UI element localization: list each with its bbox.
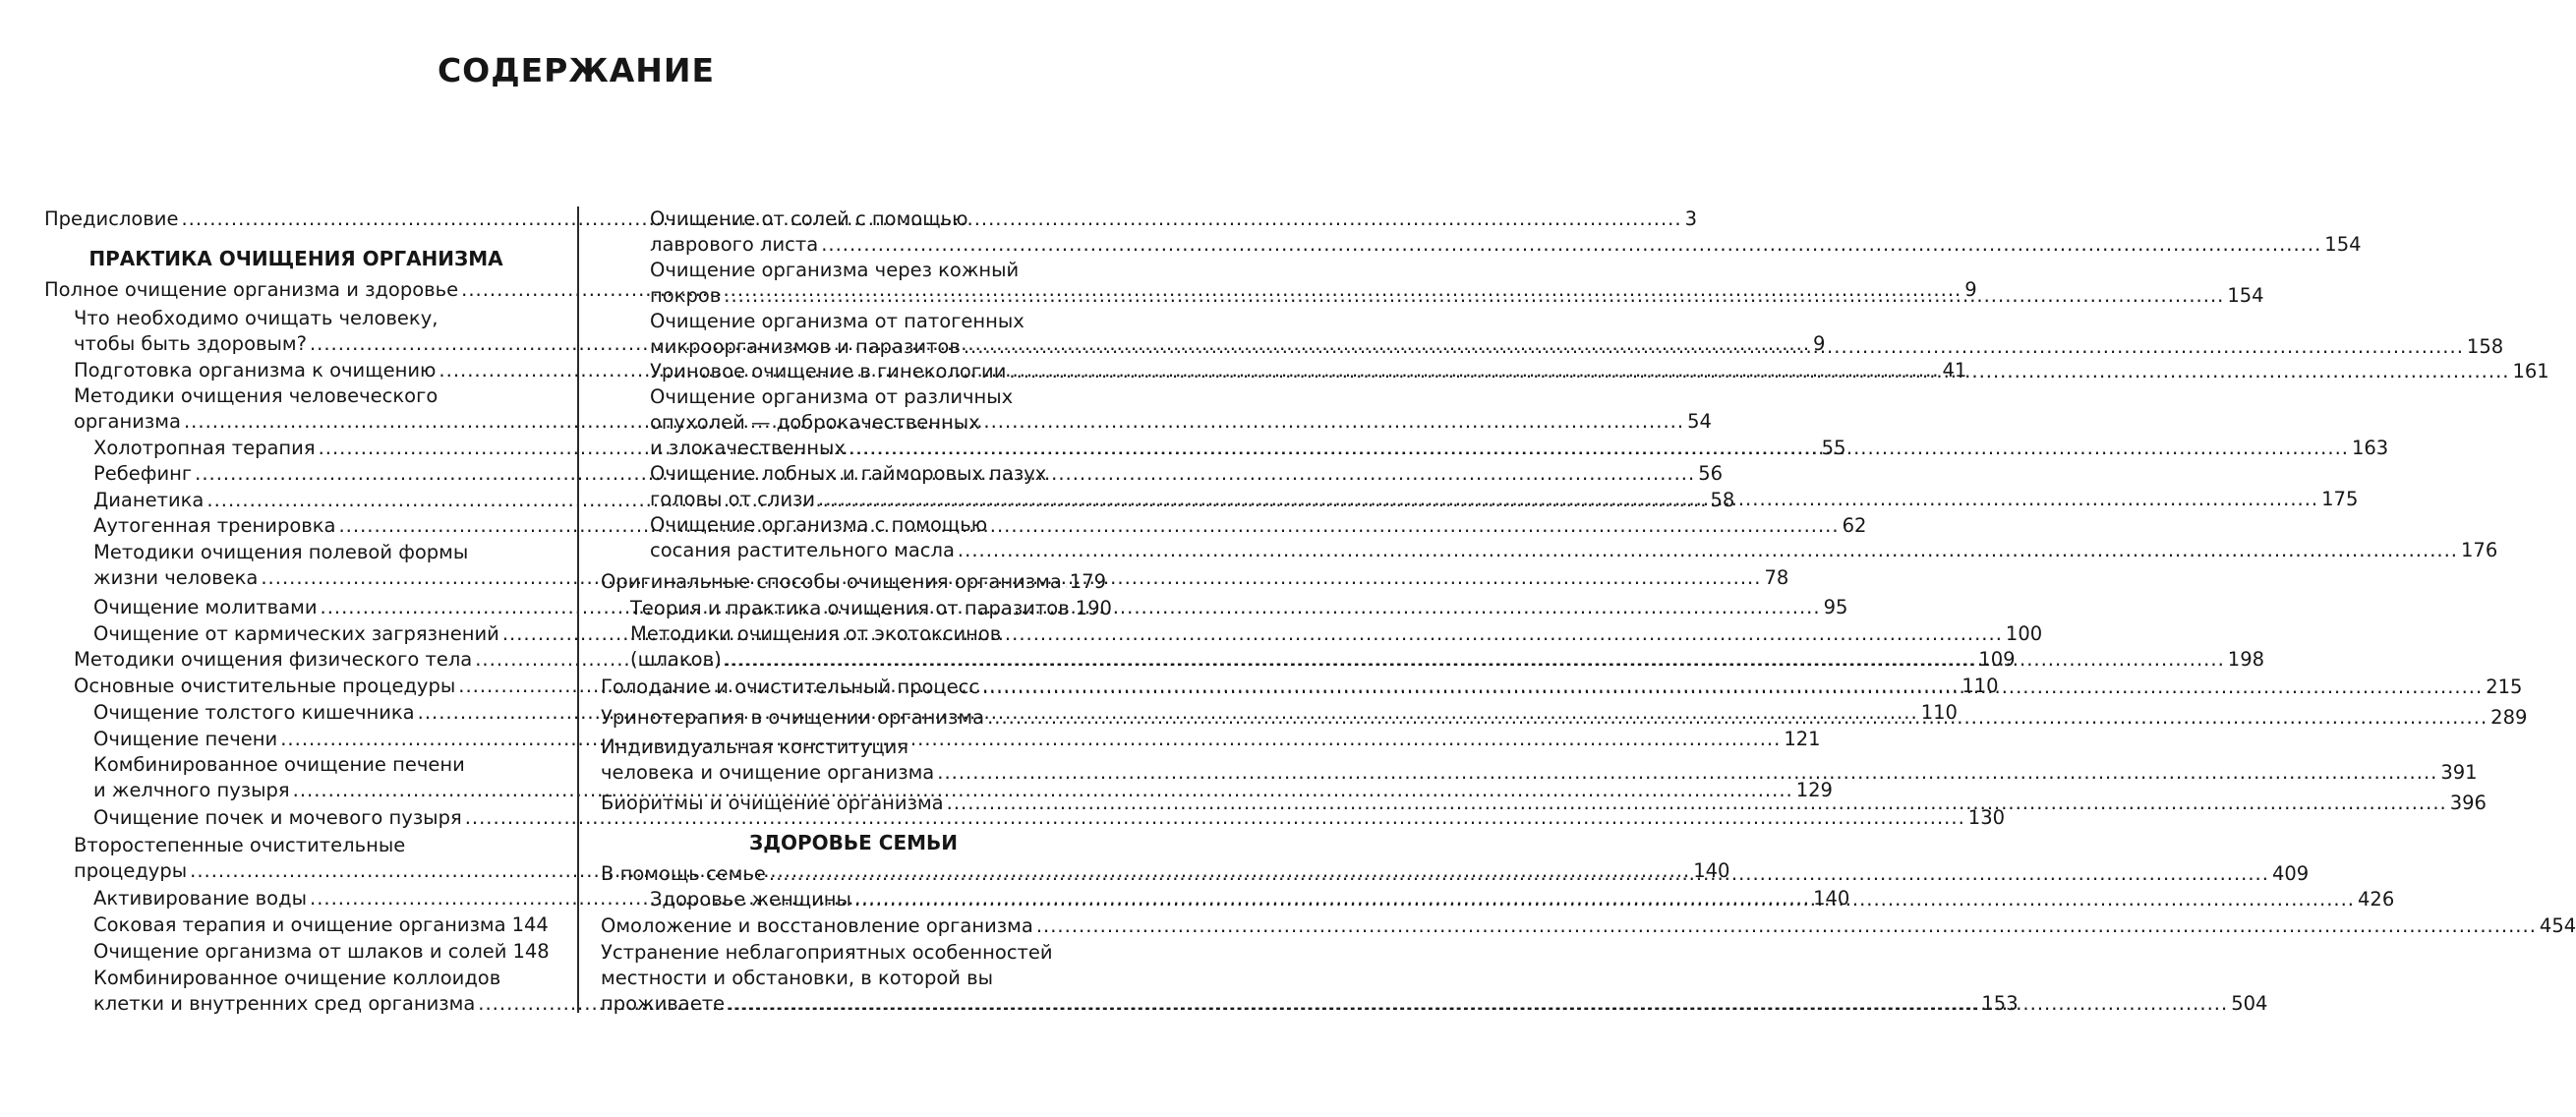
page-number: 396: [2449, 792, 2487, 814]
entry-title-line: Очищение печени: [93, 728, 278, 750]
page-number: 198: [2227, 648, 2265, 671]
entry-title-line: Очищение организма от различных: [650, 385, 1014, 408]
page-number: 154: [2324, 233, 2362, 256]
dot-leader: [818, 487, 2318, 512]
entry-title-line: организма: [74, 410, 181, 433]
page-number: 158: [2466, 335, 2504, 358]
section-heading-cleansing: ПРАКТИКА ОЧИЩЕНИЯ ОРГАНИЗМА: [88, 247, 503, 270]
entry-title-line: Очищение толстого кишечника: [93, 701, 415, 724]
page-number: 426: [2358, 888, 2395, 911]
dot-leader: [1009, 359, 2509, 384]
page-number: 140: [1813, 887, 1850, 910]
dot-leader: [725, 647, 2225, 673]
page-number: 41: [1942, 359, 1967, 382]
entry-title-line: клетки и внутренних сред организма: [93, 992, 476, 1015]
entry-title-line: Устранение неблагоприятных особенностей: [601, 941, 1053, 964]
page-number: 130: [1967, 806, 2006, 829]
page-number: 9: [1964, 278, 1977, 301]
page-number: 289: [2490, 706, 2528, 729]
page-title: СОДЕРЖАНИЕ: [437, 51, 716, 89]
page-number: 215: [2486, 676, 2523, 698]
entry-title-line: покров: [650, 284, 722, 307]
entry-title-line: Методики очищения физического тела: [74, 648, 473, 671]
dot-leader: [982, 675, 2483, 700]
entry-title-line: Методики очищения полевой формы: [93, 541, 469, 563]
entry-title-line: Активирование воды: [93, 887, 307, 910]
page-number: 110: [1920, 701, 1958, 724]
dot-leader: [964, 334, 2464, 360]
entry-title-line: Что необходимо очищать человеку,: [74, 307, 439, 329]
dot-leader: [937, 760, 2437, 786]
page-number: 504: [2231, 992, 2268, 1015]
toc-entry[interactable]: [601, 569, 1106, 595]
dot-leader: [987, 705, 2488, 731]
entry-title-line: Методики очищения от экотоксинов: [630, 622, 1002, 645]
entry-title-line: Подготовка организма к очищению: [74, 359, 437, 382]
entry-title-line: Индивидуальная конституция: [601, 735, 908, 758]
entry-title-line: сосания растительного масла: [650, 539, 955, 561]
page-number: 121: [1784, 728, 1821, 750]
page-number: 129: [1795, 779, 1833, 801]
entry-title-line: Очищение от солей с помощью: [650, 207, 968, 230]
toc-entry[interactable]: [93, 805, 2006, 831]
entry-title-line: головы от слизи: [650, 488, 816, 510]
entry-title-line: Предисловие: [44, 207, 179, 230]
entry-title-line: Оригинальные способы очищения организма: [601, 570, 1062, 593]
page-number: 110: [1961, 675, 1999, 697]
toc-entry[interactable]: [650, 206, 2362, 258]
entry-title-line: Комбинированное очищение коллоидов: [93, 967, 501, 989]
entry-title-line: Дианетика: [93, 489, 205, 511]
entry-title-line: и желчного пузыря: [93, 779, 290, 801]
entry-title-line: жизни человека: [93, 566, 259, 589]
page-number: 144: [511, 913, 549, 936]
page-number: 190: [1075, 597, 1112, 619]
entry-title-line: Аутогенная тренировка: [93, 514, 336, 537]
page-number: 175: [2321, 488, 2359, 510]
entry-title-line: Холотропная терапия: [93, 437, 316, 459]
entry-title-line: Очищение организма с помощью: [650, 513, 988, 536]
page-number: 54: [1687, 410, 1712, 433]
page-number: 161: [2512, 360, 2549, 382]
page-number: 153: [1981, 992, 2019, 1015]
entry-title-line: Второстепенные очистительные: [74, 834, 406, 856]
dot-leader: [854, 887, 2355, 912]
page-number: 154: [2227, 284, 2264, 307]
entry-title-line: Омоложение и восстановление организма: [601, 914, 1033, 937]
toc-entry[interactable]: [650, 258, 2264, 309]
entry-title-line: опухолей — доброкачественных: [650, 411, 980, 434]
toc-entry[interactable]: [630, 596, 1112, 621]
dot-leader: [724, 283, 2224, 309]
section-heading-family: ЗДОРОВЬЕ СЕМЬИ: [748, 831, 959, 854]
entry-title-line: Уриновое очищение в гинекологии: [650, 360, 1007, 382]
entry-title-line: Очищение организма через кожный: [650, 259, 1020, 281]
page-number: 163: [2351, 437, 2389, 459]
entry-title-line: Основные очистительные процедуры: [74, 675, 456, 697]
entry-title-line: Здоровье женщины: [650, 888, 851, 911]
entry-title-line: Очищение молитвами: [93, 596, 318, 618]
entry-title-line: Очищение организма от шлаков и солей: [93, 940, 507, 963]
toc-entry[interactable]: [93, 939, 548, 965]
toc-entry[interactable]: [601, 913, 2576, 939]
dot-leader: [958, 538, 2458, 563]
entry-title-line: процедуры: [74, 859, 188, 882]
page-number: 9: [1813, 332, 1826, 355]
page-number: 454: [2539, 914, 2576, 937]
toc-entry[interactable]: [650, 309, 2504, 360]
entry-title-line: проживаете: [601, 992, 726, 1015]
dot-leader: [821, 232, 2321, 258]
entry-title-line: Комбинированное очищение печени: [93, 753, 465, 776]
page-number: 56: [1698, 462, 1724, 485]
entry-title-line: Уринотерапия в очищении организма: [601, 706, 985, 729]
entry-title-line: Очищение почек и мочевого пузыря: [93, 806, 462, 829]
entry-title-line: чтобы быть здоровым?: [74, 332, 307, 355]
page-number: 78: [1764, 566, 1789, 589]
entry-title-line: Полное очищение организма и здоровье: [44, 278, 459, 301]
page-number: 140: [1693, 859, 1730, 882]
entry-title-line: микроорганизмов и паразитов: [650, 335, 961, 358]
entry-title-line: Биоритмы и очищение организма: [601, 792, 944, 814]
entry-title-line: Очищение от кармических загрязнений: [93, 622, 499, 645]
entry-title-line: человека и очищение организма: [601, 761, 935, 784]
page-number: 55: [1821, 437, 1846, 459]
page-number: 109: [1978, 648, 2016, 671]
page-number: 62: [1842, 514, 1867, 537]
page-number: 3: [1684, 207, 1697, 230]
entry-title-line: Соковая терапия и очищение организма: [93, 913, 506, 936]
entry-title-line: местности и обстановки, в которой вы: [601, 967, 994, 989]
entry-title-line: Методики очищения человеческого: [74, 384, 439, 407]
dot-leader: [849, 436, 2349, 461]
dot-leader: [769, 861, 2269, 887]
entry-title-line: Голодание и очистительный процесс: [601, 676, 980, 698]
page-number: 58: [1710, 489, 1735, 511]
page-number: 409: [2271, 862, 2310, 885]
entry-title-line: Очищение организма от патогенных: [650, 310, 1025, 332]
entry-title-line: (шлаков): [630, 648, 722, 671]
entry-title-line: и злокачественных: [650, 437, 846, 459]
dot-leader: [947, 791, 2447, 816]
entry-title-line: Очищение лобных и гайморовых пазух: [650, 462, 1047, 485]
page-number: 391: [2440, 761, 2478, 784]
entry-title-line: лаврового листа: [650, 233, 819, 256]
entry-title-line: В помощь семье: [601, 862, 766, 885]
page-number: 179: [1069, 570, 1106, 593]
dot-leader: [1065, 569, 1067, 595]
column-divider: [577, 206, 579, 1013]
page-number: 100: [2005, 622, 2043, 645]
page-number: 176: [2461, 539, 2498, 561]
toc-entry[interactable]: [93, 912, 548, 938]
dot-leader: [1036, 913, 2537, 939]
entry-title-line: Ребефинг: [93, 462, 193, 485]
entry-title-line: Теория и практика очищения от паразитов: [630, 597, 1070, 619]
dot-leader: [728, 991, 2228, 1017]
toc-entry[interactable]: [601, 791, 2487, 816]
page-number: 95: [1823, 596, 1848, 618]
page-number: 148: [512, 940, 550, 963]
